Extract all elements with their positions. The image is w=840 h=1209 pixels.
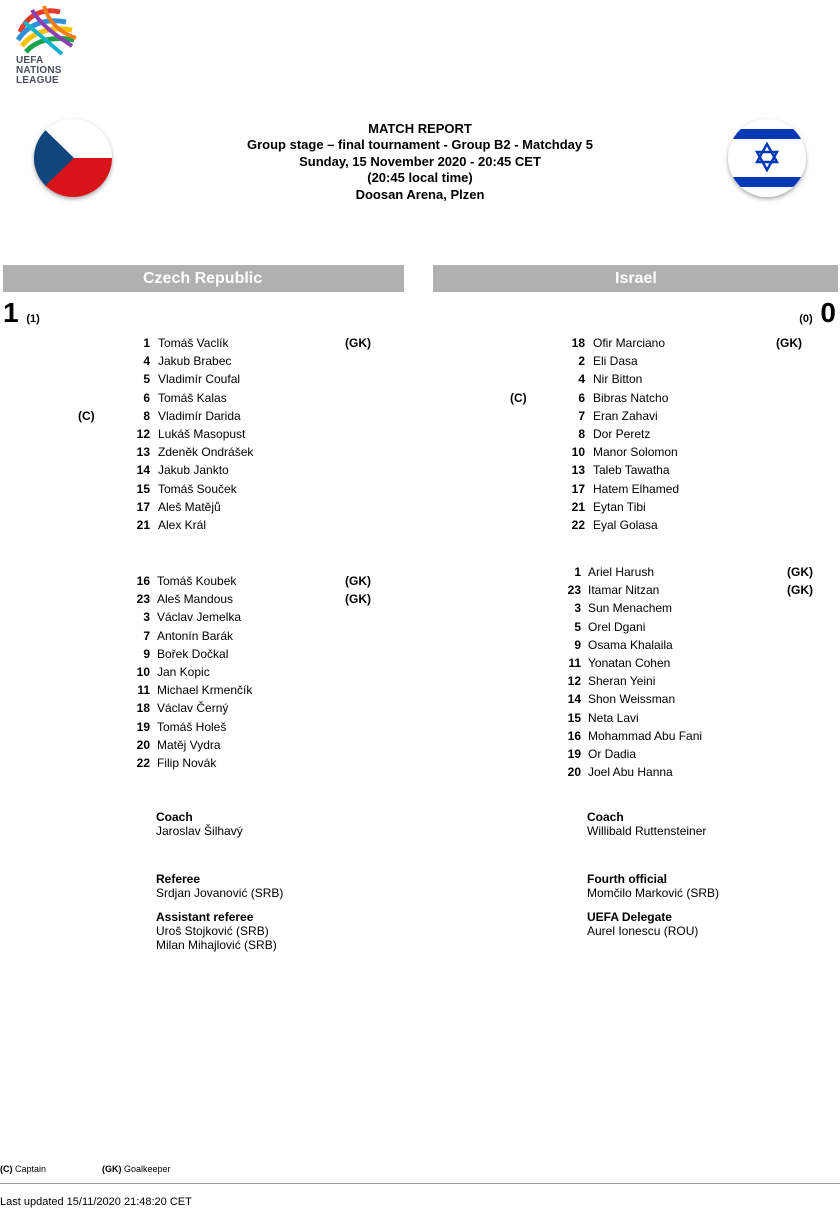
shirt-number: 5	[143, 372, 150, 387]
shirt-number: 5	[574, 619, 581, 634]
captain-marker: (C)	[78, 408, 95, 423]
player-name: Václav Jemelka	[157, 610, 242, 625]
shirt-number: 1	[574, 565, 581, 579]
shirt-number: 14	[567, 692, 581, 707]
player-name: Mohammad Abu Fani	[588, 728, 703, 743]
player-name: Matěj Vydra	[157, 737, 221, 752]
uefa-nations-league-logo	[14, 2, 84, 88]
player-name: Lukáš Masopust	[158, 427, 246, 441]
captain-marker: (C)	[510, 390, 527, 405]
assistant-referee-1: Uroš Stojković (SRB)	[156, 924, 269, 938]
away-score-block	[799, 296, 836, 336]
player-name: Eli Dasa	[593, 354, 638, 369]
home-team-bar	[3, 265, 404, 292]
shirt-number: 13	[571, 463, 585, 478]
player-name: Vladimír Coufal	[158, 372, 241, 387]
goalkeeper-marker: (GK)	[345, 336, 371, 350]
shirt-number: 19	[136, 719, 150, 734]
away-starter-row	[0, 335, 840, 351]
shirt-number: 14	[136, 463, 150, 478]
shirt-number: 10	[136, 665, 150, 679]
shirt-number: 1	[143, 336, 150, 350]
player-name: Jakub Brabec	[158, 354, 232, 369]
goalkeeper-marker: (GK)	[345, 592, 371, 607]
player-name: Dor Peretz	[593, 427, 651, 441]
legend-captain-abbr: (C)	[0, 1164, 13, 1174]
player-name: Tomáš Koubek	[157, 574, 237, 588]
player-name: Tomáš Kalas	[158, 390, 227, 405]
shirt-number: 23	[136, 592, 150, 607]
away-halftime-score: (0)	[799, 313, 813, 325]
home-score: 1	[3, 297, 19, 328]
player-name: Orel Dgani	[588, 619, 646, 634]
shirt-number: 20	[136, 737, 150, 752]
away-team-bar	[433, 265, 838, 292]
fourth-official-block	[587, 872, 719, 900]
shirt-number: 8	[143, 408, 150, 423]
away-coach-label: Coach	[587, 810, 624, 824]
shirt-number: 7	[578, 408, 585, 423]
goalkeeper-marker: (GK)	[776, 336, 802, 350]
away-sub-row	[0, 637, 840, 653]
player-name: Antonín Barák	[157, 628, 234, 643]
away-sub-row	[0, 728, 840, 744]
player-name: Sun Menachem	[588, 601, 673, 616]
shirt-number: 11	[568, 656, 581, 670]
report-date: Sunday, 15 November 2020 - 20:45 CET	[299, 153, 541, 169]
player-name: Bibras Natcho	[593, 390, 669, 405]
shirt-number: 9	[143, 646, 150, 661]
player-name: Joel Abu Hanna	[588, 765, 673, 780]
shirt-number: 12	[567, 674, 581, 689]
away-starter-row	[0, 426, 840, 442]
shirt-number: 16	[136, 574, 150, 588]
player-name: Zdeněk Ondrášek	[158, 445, 254, 460]
away-sub-row	[0, 600, 840, 616]
home-coach	[156, 810, 243, 838]
shirt-number: 22	[571, 518, 585, 532]
player-name: Filip Novák	[157, 756, 217, 770]
player-name: Neta Lavi	[588, 710, 639, 725]
player-name: Vladimír Darida	[158, 408, 241, 423]
shirt-number: 17	[136, 499, 150, 514]
away-score: 0	[820, 297, 836, 328]
israel-flag	[728, 119, 806, 197]
shirt-number: 3	[574, 601, 581, 616]
player-name: Tomáš Souček	[158, 481, 237, 496]
goalkeeper-marker: (GK)	[345, 574, 371, 588]
away-sub-row	[0, 619, 840, 635]
shirt-number: 3	[143, 610, 150, 625]
away-sub-row	[0, 746, 840, 762]
player-name: Nir Bitton	[593, 372, 643, 387]
logo-line-3: LEAGUE	[16, 75, 59, 86]
shirt-number: 18	[136, 701, 150, 716]
player-name: Tomáš Vaclík	[158, 336, 229, 350]
report-title: MATCH REPORT	[368, 121, 472, 136]
report-venue: Doosan Arena, Plzen	[355, 186, 485, 202]
player-name: Sheran Yeini	[588, 674, 656, 689]
away-starter-row	[0, 462, 840, 478]
player-name: Shon Weissman	[588, 692, 676, 707]
logo-line-2: NATIONS	[16, 65, 62, 76]
away-sub-row	[0, 582, 840, 598]
away-starter-row	[0, 499, 840, 515]
player-name: Aleš Matějů	[158, 499, 221, 514]
shirt-number: 15	[136, 481, 150, 496]
player-name: Jakub Jankto	[158, 463, 229, 478]
player-name: Taleb Tawatha	[593, 463, 670, 478]
player-name: Bořek Dočkal	[157, 646, 229, 661]
shirt-number: 13	[136, 445, 150, 460]
report-stage: Group stage – final tournament - Group B2 - Matchday 5	[247, 137, 593, 153]
player-name: Or Dadia	[588, 747, 637, 761]
goalkeeper-marker: (GK)	[787, 583, 813, 598]
player-name: Manor Solomon	[593, 445, 678, 460]
player-name: Václav Černý	[157, 701, 229, 716]
player-name: Jan Kopic	[157, 665, 210, 679]
assistant-referee-block	[156, 910, 277, 952]
away-starter-row	[0, 390, 840, 406]
away-starter-row	[0, 517, 840, 533]
match-report-header	[170, 121, 670, 203]
away-sub-row	[0, 564, 840, 580]
czech-flag-icon	[34, 119, 112, 197]
logo-line-1: UEFA	[16, 55, 44, 66]
away-starter-row	[0, 371, 840, 387]
player-name: Ariel Harush	[588, 565, 655, 579]
shirt-number: 10	[571, 445, 585, 460]
player-name: Michael Krmenčík	[157, 683, 253, 698]
shirt-number: 4	[143, 354, 150, 369]
shirt-number: 6	[143, 390, 150, 405]
away-sub-row	[0, 691, 840, 707]
shirt-number: 4	[578, 372, 585, 387]
away-coach	[587, 810, 706, 838]
assistant-referee-2: Milan Mihajlović (SRB)	[156, 938, 277, 952]
away-sub-row	[0, 673, 840, 689]
shirt-number: 9	[574, 637, 581, 652]
home-halftime-score: (1)	[26, 313, 40, 325]
home-coach-label: Coach	[156, 810, 193, 824]
player-name: Hatem Elhamed	[593, 481, 680, 496]
away-sub-row	[0, 655, 840, 671]
player-name: Osama Khalaila	[588, 637, 673, 652]
player-name: Eran Zahavi	[593, 408, 658, 423]
legend-goalkeeper	[102, 1163, 171, 1175]
fourth-official-label: Fourth official	[587, 872, 667, 886]
shirt-number: 16	[567, 728, 581, 743]
last-updated: Last updated 15/11/2020 21:48:20 CET	[0, 1196, 192, 1208]
legend-goalkeeper-text: Goalkeeper	[124, 1164, 171, 1174]
report-local-time: (20:45 local time)	[367, 170, 473, 186]
uefa-delegate-name: Aurel Ionescu (ROU)	[587, 924, 699, 938]
player-name: Ofir Marciano	[593, 336, 666, 350]
away-starter-row	[0, 408, 840, 424]
away-sub-row	[0, 764, 840, 780]
referee-label: Referee	[156, 872, 201, 886]
home-coach-name: Jaroslav Šilhavý	[156, 824, 243, 838]
shirt-number: 8	[578, 427, 585, 441]
player-name: Eytan Tibi	[593, 499, 646, 514]
goalkeeper-marker: (GK)	[787, 565, 813, 579]
shirt-number: 18	[571, 336, 585, 350]
referee-block	[156, 872, 283, 900]
player-name: Eyal Golasa	[593, 518, 658, 532]
shirt-number: 19	[567, 747, 581, 761]
referee-name: Srdjan Jovanović (SRB)	[156, 886, 284, 900]
home-team-name: Czech Republic	[143, 270, 263, 287]
away-starter-row	[0, 444, 840, 460]
player-name: Tomáš Holeš	[157, 719, 227, 734]
israel-flag-icon	[728, 119, 806, 197]
shirt-number: 20	[567, 765, 581, 780]
player-name: Alex Král	[158, 518, 207, 532]
home-score-block	[3, 296, 40, 336]
shirt-number: 2	[578, 354, 585, 369]
away-coach-name: Willibald Ruttensteiner	[587, 824, 707, 838]
shirt-number: 17	[571, 481, 585, 496]
shirt-number: 21	[136, 518, 150, 532]
logo-ribbons-icon	[14, 2, 84, 58]
assistant-referee-label: Assistant referee	[156, 910, 254, 924]
uefa-delegate-block	[587, 910, 698, 938]
legend-goalkeeper-abbr: (GK)	[102, 1164, 122, 1174]
fourth-official-name: Momčilo Marković (SRB)	[587, 886, 720, 900]
shirt-number: 22	[136, 756, 150, 770]
away-starter-row	[0, 353, 840, 369]
away-sub-row	[0, 710, 840, 726]
away-team-name: Israel	[615, 270, 657, 287]
legend-captain	[0, 1163, 46, 1175]
legend-captain-text: Captain	[15, 1164, 47, 1174]
footer-divider	[0, 1183, 840, 1184]
shirt-number: 23	[567, 583, 581, 598]
player-name: Yonatan Cohen	[588, 656, 671, 670]
player-name: Aleš Mandous	[157, 592, 234, 607]
away-starter-row	[0, 481, 840, 497]
player-name: Itamar Nitzan	[588, 583, 660, 598]
shirt-number: 11	[137, 683, 150, 698]
shirt-number: 15	[567, 710, 581, 725]
shirt-number: 6	[578, 390, 585, 405]
czech-flag	[34, 119, 112, 197]
shirt-number: 7	[143, 628, 150, 643]
uefa-delegate-label: UEFA Delegate	[587, 910, 672, 924]
shirt-number: 12	[136, 427, 150, 441]
shirt-number: 21	[571, 499, 585, 514]
